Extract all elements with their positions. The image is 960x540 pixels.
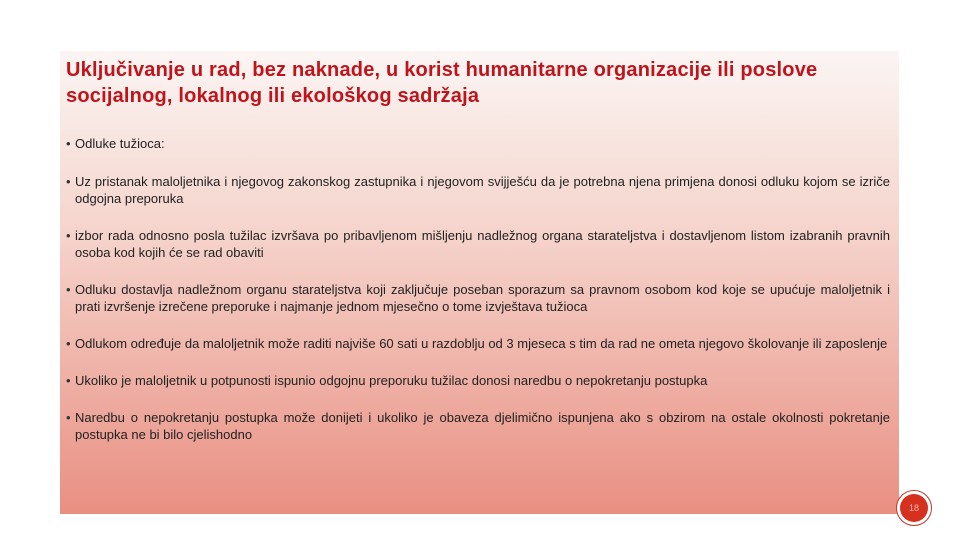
bullet-item-2: • Uz pristanak maloljetnika i njegovog zakonskog zastupnika i njegovom svijješću da je potrebna njena primjena donosi odluku kojom se izriče odgojna preporuka [66, 173, 890, 207]
content-panel [60, 51, 899, 514]
bullet-item-5: • Odlukom određuje da maloljetnik može raditi najviše 60 sati u razdoblju od 3 mjeseca s tim da rad ne ometa njegovo školovanje ili zaposlenje [66, 335, 890, 352]
bullet-item-4: • Odluku dostavlja nadležnom organu starateljstva koji zaključuje poseban sporazum sa pravnom osobom kod koje se upućuje maloljetnik i prati izvršenje izrečene preporuke i najmanje jednom mjesečno o tome izvještava tužioca [66, 281, 890, 315]
bullet-item-1: • Odluke tužioca: [66, 135, 890, 152]
slide-title: Uključivanje u rad, bez naknade, u korist humanitarne organizacije ili poslove socijalnog, lokalnog ili ekološkog sadržaja [66, 59, 818, 107]
bullet-item-7: • Naredbu o nepokretanju postupka može donijeti i ukoliko je obaveza djelimično ispunjena ako s obzirom na ostale okolnosti pokretanje postupka ne bi bilo cjelishodno [66, 409, 890, 443]
page-number: 18 [900, 494, 928, 522]
bullet-item-6: • Ukoliko je maloljetnik u potpunosti ispunio odgojnu preporuku tužilac donosi naredbu o nepokretanju postupka [66, 372, 890, 389]
bullet-item-3: • izbor rada odnosno posla tužilac izvršava po pribavljenom mišljenju nadležnog organa starateljstva i dostavljenom listom izabranih pravnih osoba kod kojih će se rad obaviti [66, 227, 890, 261]
bullet-list [66, 135, 890, 443]
page-number-badge [896, 490, 932, 526]
